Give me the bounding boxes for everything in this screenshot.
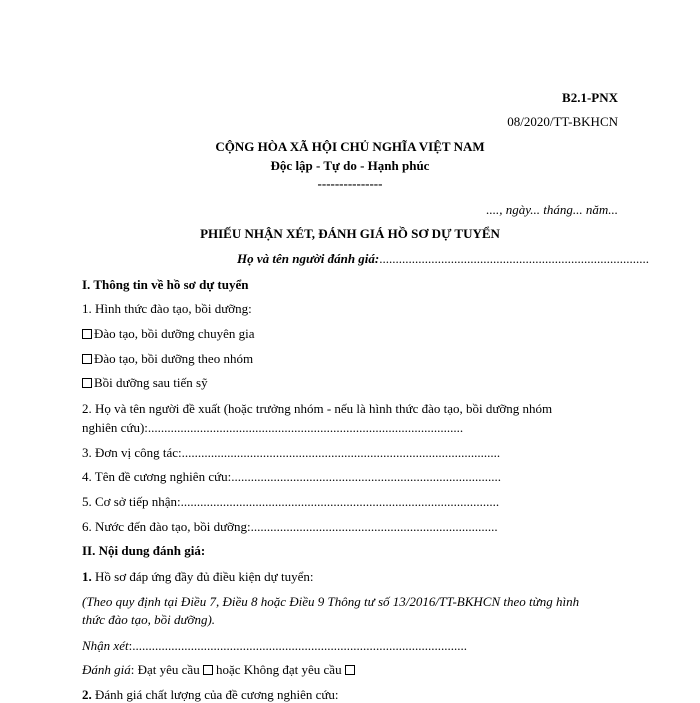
form-title: PHIẾU NHẬN XÉT, ĐÁNH GIÁ HỒ SƠ DỰ TUYỂN xyxy=(200,226,500,241)
regulation-note-line2: thức đào tạo, bồi dưỡng). xyxy=(82,612,216,627)
item-number: 1. xyxy=(82,569,92,584)
section1-item2-line1: 2. Họ và tên người đề xuất (hoặc trưởng nhóm - nếu là hình thức đào tạo, bồi dưỡng nhóm xyxy=(82,401,553,416)
checkbox-icon[interactable] xyxy=(82,354,92,364)
section1-heading: I. Thông tin về hồ sơ dự tuyển xyxy=(82,277,249,292)
item-text: Hồ sơ đáp ứng đầy đủ điều kiện dự tuyển: xyxy=(91,569,314,584)
evaluator-line xyxy=(237,251,649,267)
evaluator-dots: ................................................................................... xyxy=(379,251,650,266)
section1-item1: 1. Hình thức đào tạo, bồi dưỡng: xyxy=(82,301,252,316)
remark-dots: :....................................................................................................... xyxy=(128,638,467,653)
section2-item2 xyxy=(82,687,339,703)
option-label: Bồi dưỡng sau tiến sỹ xyxy=(94,375,208,390)
item-number: 2. xyxy=(82,687,92,702)
checkbox-icon[interactable] xyxy=(82,378,92,388)
section2-item1 xyxy=(82,569,313,585)
nation-heading: CỘNG HÒA XÃ HỘI CHỦ NGHĨA VIỆT NAM xyxy=(215,139,485,154)
assessment-label: Đánh giá xyxy=(82,662,131,677)
section1-item3: 3. Đơn vị công tác:.................................................................................................. xyxy=(82,445,501,460)
date-line: ...., ngày... tháng... năm... xyxy=(486,202,618,217)
form-code: B2.1-PNX xyxy=(562,90,618,105)
option-postdoc[interactable] xyxy=(82,375,208,391)
evaluator-label: Họ và tên người đánh giá: xyxy=(237,251,380,266)
option-expert[interactable] xyxy=(82,326,255,342)
option-group[interactable] xyxy=(82,351,253,367)
remark-line xyxy=(82,638,467,654)
section1-item6: 6. Nước đến đào tạo, bồi dưỡng:............................................................................ xyxy=(82,519,498,534)
item-text: Đánh giá chất lượng của đề cương nghiên cứu: xyxy=(91,687,339,702)
fail-label: hoặc Không đạt yêu cầu xyxy=(212,662,342,677)
remark-label: Nhận xét xyxy=(82,638,129,653)
regulation-note-line1: (Theo quy định tại Điều 7, Điều 8 hoặc Điều 9 Thông tư số 13/2016/TT-BKHCN theo từng hình xyxy=(82,594,580,609)
checkbox-icon[interactable] xyxy=(203,665,213,675)
checkbox-icon[interactable] xyxy=(345,665,355,675)
circular-number: 08/2020/TT-BKHCN xyxy=(507,114,618,129)
section2-heading: II. Nội dung đánh giá: xyxy=(82,543,206,558)
checkbox-icon[interactable] xyxy=(82,329,92,339)
pass-label: : Đạt yêu cầu xyxy=(130,662,200,677)
option-label: Đào tạo, bồi dưỡng chuyên gia xyxy=(94,326,255,341)
section1-item4: 4. Tên đề cương nghiên cứu:................................................................................... xyxy=(82,469,501,484)
motto: Độc lập - Tự do - Hạnh phúc xyxy=(270,158,430,173)
assessment-line xyxy=(82,662,355,678)
section1-item5: 5. Cơ sở tiếp nhận:.................................................................................................. xyxy=(82,494,500,509)
section1-item2-line2: nghiên cứu):................................................................................................. xyxy=(82,420,464,435)
separator: --------------- xyxy=(317,176,383,191)
option-label: Đào tạo, bồi dưỡng theo nhóm xyxy=(94,351,254,366)
